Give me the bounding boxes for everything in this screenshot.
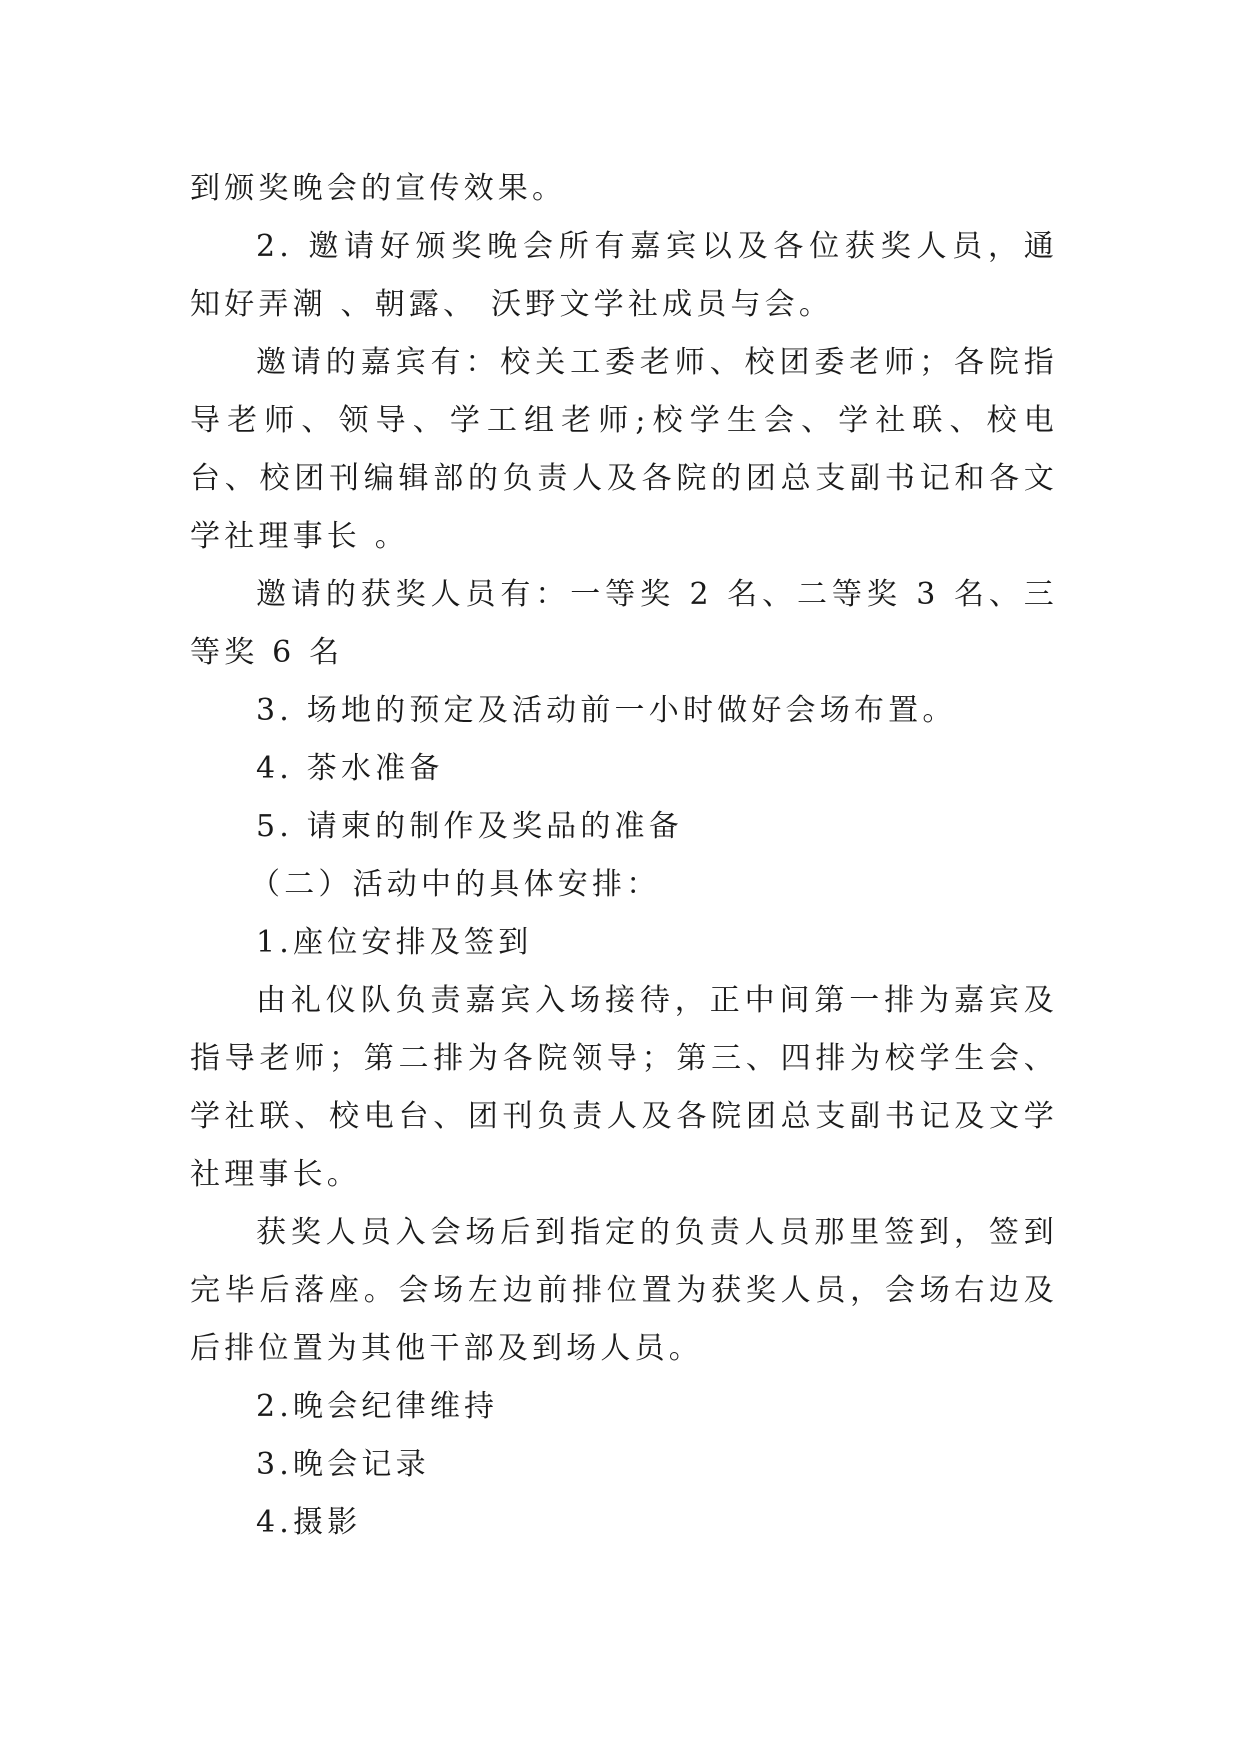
paragraph-item-4-tea: 4. 茶水准备 xyxy=(256,751,444,786)
paragraph-seating-details: 由礼仪队负责嘉宾入场接待，正中间第一排为嘉宾及指导老师；第二排为各院领导；第三、四排为校学生会、学社联、校电台、团刊负责人及各院团总支副书记及文学社理事长。 xyxy=(190,983,1058,1192)
paragraph-seating-heading: 1.座位安排及签到 xyxy=(256,925,533,960)
paragraph-winners: 邀请的获奖人员有：一等奖 2 名、二等奖 3 名、三等奖 6 名 xyxy=(190,577,1058,670)
paragraph-item-5-invitations: 5. 请柬的制作及奖品的准备 xyxy=(256,809,683,844)
paragraph-continuation: 到颁奖晚会的宣传效果。 xyxy=(190,171,567,206)
paragraph-photography: 4.摄影 xyxy=(256,1505,362,1540)
paragraph-discipline: 2.晚会纪律维持 xyxy=(256,1389,499,1424)
paragraph-guests: 邀请的嘉宾有：校关工委老师、校团委老师；各院指导老师、领导、学工组老师;校学生会、学社联、校电台、校团刊编辑部的负责人及各院的团总支副书记和各文学社理事长 。 xyxy=(190,345,1058,554)
paragraph-item-2-invite: 2. 邀请好颁奖晚会所有嘉宾以及各位获奖人员，通知好弄潮 、朝露、 沃野文学社成员与会。 xyxy=(190,229,1058,322)
paragraph-item-3-venue: 3. 场地的预定及活动前一小时做好会场布置。 xyxy=(256,693,957,728)
section-heading-during-event: （二）活动中的具体安排： xyxy=(250,867,661,902)
paragraph-winner-signin: 获奖人员入会场后到指定的负责人员那里签到，签到完毕后落座。会场左边前排位置为获奖人员，会场右边及后排位置为其他干部及到场人员。 xyxy=(190,1215,1058,1366)
paragraph-record: 3.晚会记录 xyxy=(256,1447,430,1482)
document-body xyxy=(190,160,1058,1552)
